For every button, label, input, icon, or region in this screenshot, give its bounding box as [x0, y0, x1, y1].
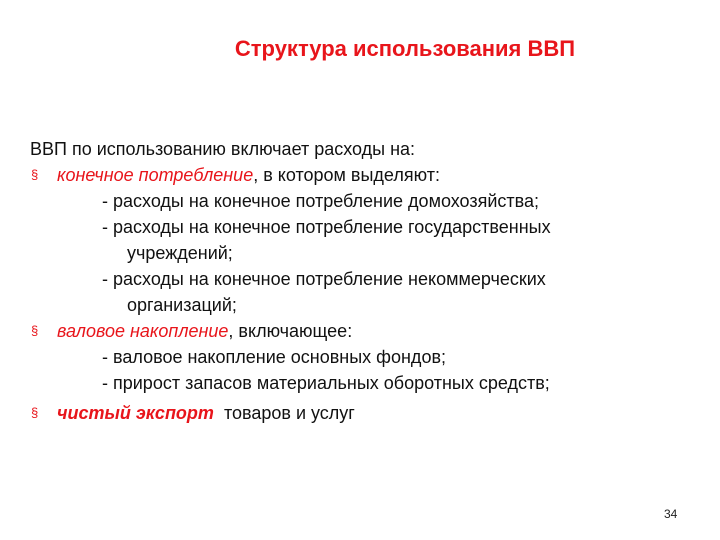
subitem-household: - расходы на конечное потребление домохозяйства; — [102, 191, 540, 211]
term-net-export-rest: товаров и услуг — [213, 403, 355, 423]
term-accumulation-rest: , включающее: — [228, 321, 353, 341]
subitem-nonprofit: - расходы на конечное потребление некоммерческих — [102, 269, 546, 289]
subitem-government-cont: учреждений; — [127, 243, 233, 263]
term-consumption: конечное потребление — [57, 165, 254, 185]
subitem-inventories: - прирост запасов материальных оборотных средств; — [102, 373, 550, 393]
term-accumulation: валовое накопление — [57, 321, 229, 341]
term-consumption-rest: , в котором выделяют: — [253, 165, 440, 185]
subitem-government: - расходы на конечное потребление государственных — [102, 217, 551, 237]
slide-title: Структура использования ВВП — [234, 36, 576, 61]
bullet-item-accumulation — [30, 318, 700, 344]
subitem-nonprofit-cont: организаций; — [127, 295, 237, 315]
bullet-item-consumption — [30, 162, 700, 188]
intro-text: ВВП по использованию включает расходы на: — [30, 139, 416, 159]
bullet-marker-icon: § — [31, 405, 39, 420]
bullet-item-net-export — [30, 400, 700, 426]
bullet-marker-icon: § — [31, 167, 39, 182]
term-net-export: чистый экспорт — [57, 403, 214, 423]
bullet-marker-icon: § — [31, 323, 39, 338]
slide-body — [30, 136, 700, 426]
subitem-fixed-assets: - валовое накопление основных фондов; — [102, 347, 447, 367]
page-number: 34 — [664, 507, 678, 521]
